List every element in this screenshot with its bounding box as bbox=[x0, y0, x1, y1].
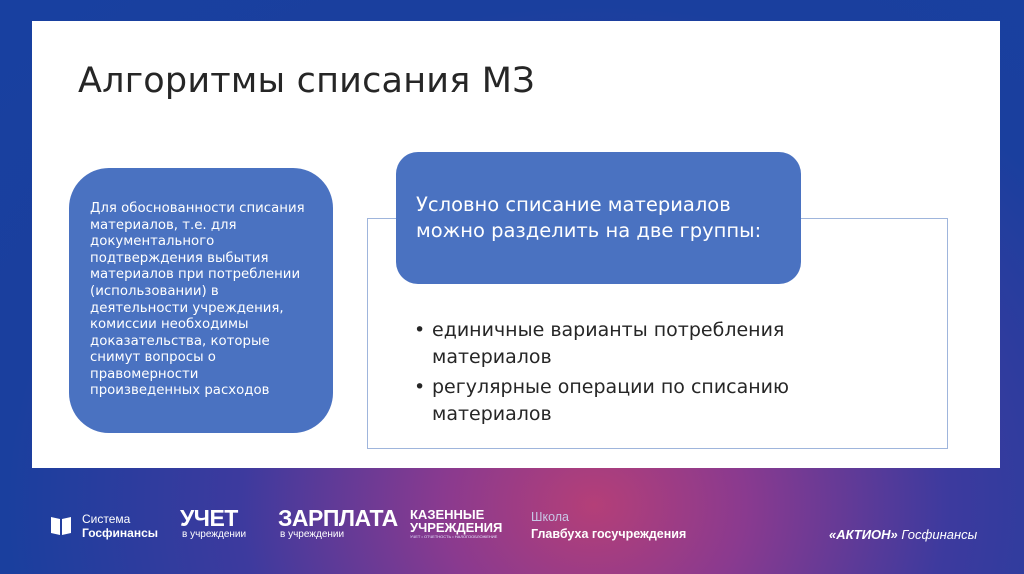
uchet-logo bbox=[180, 507, 246, 541]
aktion-rest: Госфинансы bbox=[897, 527, 978, 542]
kazennye-logo bbox=[410, 508, 502, 540]
groups-header-text: Условно списание материалов можно разделить на две группы: bbox=[416, 193, 762, 242]
groups-bullet-list bbox=[414, 317, 852, 431]
gosfin-line1: Система bbox=[82, 512, 131, 526]
kazen-line1: КАЗЕННЫЕ bbox=[410, 507, 485, 522]
zarplata-subtitle: в учреждении bbox=[280, 529, 345, 540]
uchet-title: УЧЕТ bbox=[180, 505, 238, 531]
zarplata-title: ЗАРПЛАТА bbox=[278, 505, 398, 531]
school-line1: Школа bbox=[531, 510, 569, 524]
gosfinansy-logo bbox=[82, 512, 158, 540]
groups-header-box bbox=[396, 152, 801, 284]
gosfin-line2: Госфинансы bbox=[82, 526, 159, 540]
slide bbox=[32, 21, 1000, 468]
kazen-tagline: УЧЕТ • ОТЧЕТНОСТЬ • НАЛОГООБЛОЖЕНИЕ bbox=[410, 534, 498, 539]
footer-logos bbox=[0, 490, 1024, 574]
zarplata-logo bbox=[278, 507, 398, 541]
book-icon bbox=[48, 512, 74, 538]
list-item: • регулярные операции по списанию материалов bbox=[414, 374, 852, 428]
school-line2: Главбуха госучреждения bbox=[531, 527, 687, 541]
uchet-subtitle: в учреждении bbox=[182, 529, 247, 540]
list-item: • единичные варианты потребления материалов bbox=[414, 317, 852, 371]
left-info-text: Для обоснованности списания материалов, т.е. для документального подтверждения выбытия материалов при потреблении (использовании) в деятельности учреждения, комиссии необходимы доказательства, которые снимут вопросы о правомерности произведенных расходов bbox=[90, 200, 305, 399]
slide-title: Алгоритмы списания МЗ bbox=[78, 61, 535, 101]
aktion-bold: «АКТИОН» bbox=[829, 527, 898, 542]
aktion-logo bbox=[829, 527, 977, 542]
kazen-line2: УЧРЕЖДЕНИЯ bbox=[410, 520, 503, 535]
school-logo bbox=[531, 509, 686, 543]
left-info-box bbox=[69, 168, 333, 433]
